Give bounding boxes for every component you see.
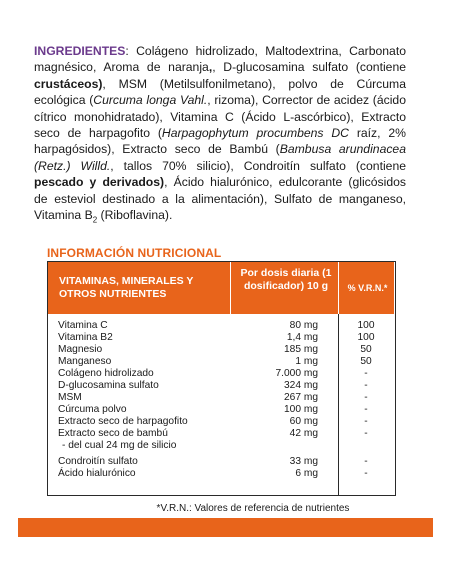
nutrient-name: Ácido hialurónico <box>58 468 136 479</box>
header-divider <box>338 262 339 314</box>
subscript-2: 2 <box>92 215 98 225</box>
header-divider <box>230 262 231 314</box>
table-row <box>48 416 394 428</box>
nutrient-name: - del cual 24 mg de silicio <box>62 440 177 451</box>
nutrient-amount: 60 mg <box>289 416 318 427</box>
nutrient-name: D-glucosamina sulfato <box>58 380 159 391</box>
nutrient-name: Vitamina C <box>58 320 108 331</box>
nutrient-amount: 80 mg <box>289 320 318 331</box>
table-row <box>48 344 394 356</box>
table-body <box>48 320 394 480</box>
header-per-dose: Por dosis diaria (1 dosificador) 10 g <box>240 267 332 292</box>
nutrient-amount: 1,4 mg <box>286 332 318 343</box>
nutrient-amount: 324 mg <box>284 380 318 391</box>
nutrient-vrn: 50 <box>360 356 372 367</box>
nutrient-vrn: - <box>364 428 368 439</box>
nutrient-amount: 7.000 mg <box>275 368 318 379</box>
nutrient-name: Extracto seco de bambú <box>58 428 168 439</box>
table-row <box>48 332 394 344</box>
ingredients-text: , D-glucosamina sulfato (contiene <box>212 60 406 75</box>
table-row <box>48 468 394 480</box>
allergen-crustaceos: crustáceos) <box>34 76 103 91</box>
ingredients-text: , MSM (Metilsulfonilmetano), polvo de Cúrcuma ecológica ( <box>34 76 406 108</box>
table-row <box>48 440 394 452</box>
ingredients-text: , Ácido hialurónico, edulcorante (glicósidos de esteviol destinado a la alimentación), Sulfato de manganeso, Vitamina B <box>34 175 407 223</box>
latin-name-curcuma: Curcuma longa Vahl. <box>93 93 208 108</box>
ingredients-text: (Riboflavina). <box>97 208 173 223</box>
nutrient-amount: 185 mg <box>284 344 318 355</box>
nutrition-title: INFORMACIÓN NUTRICIONAL <box>47 246 222 260</box>
nutrient-vrn: - <box>364 456 368 467</box>
table-row <box>48 356 394 368</box>
header-nutrients: VITAMINAS, MINERALES Y OTROS NUTRIENTES <box>59 275 194 300</box>
table-header <box>48 262 394 314</box>
nutrient-name: MSM <box>58 392 82 403</box>
nutrient-name: Condroitín sulfato <box>58 456 138 467</box>
ingredients-text: , rizoma), Corrector de acidez (ácido cítrico monohidratado), Vitamina C (Ácido L-ascórbico), Extracto seco de harpagofito ( <box>34 93 406 141</box>
ingredients-text: , tallos 70% silicio), Condroitín sulfato (contiene <box>110 158 406 173</box>
table-row <box>48 368 394 380</box>
nutrient-vrn: 100 <box>357 320 375 331</box>
bottom-band <box>18 518 433 537</box>
nutrient-amount: 1 mg <box>295 356 318 367</box>
ingredients-paragraph <box>34 43 406 229</box>
nutrient-name: Magnesio <box>58 344 103 355</box>
ingredients-heading: INGREDIENTES <box>34 44 126 58</box>
nutrition-table <box>47 261 396 496</box>
nutrient-name: Manganeso <box>58 356 112 367</box>
ingredients-text: raíz, 2% harpagósidos), Extracto seco de Bambú ( <box>34 126 406 157</box>
nutrient-amount: 6 mg <box>295 468 318 479</box>
table-row <box>48 428 394 440</box>
nutrient-vrn: - <box>364 416 368 427</box>
table-row <box>48 380 394 392</box>
nutrient-vrn: 100 <box>357 332 375 343</box>
nutrient-name: Colágeno hidrolizado <box>58 368 154 379</box>
nutrient-amount: 42 mg <box>289 428 318 439</box>
ingredients-comma-bold: , <box>208 60 213 75</box>
nutrient-vrn: - <box>364 468 368 479</box>
nutrient-vrn: - <box>364 368 368 379</box>
ingredients-text: : Colágeno hidrolizado, Maltodextrina, Carbonato magnésico, Aroma de naranja <box>34 44 406 75</box>
vrn-footnote: *V.R.N.: Valores de referencia de nutrientes <box>156 503 350 514</box>
nutrient-amount: 267 mg <box>284 392 318 403</box>
latin-name-bambusa: Bambusa arundinacea (Retz.) Willd. <box>34 142 406 173</box>
table-row <box>48 392 394 404</box>
nutrient-vrn: - <box>364 392 368 403</box>
table-row <box>48 320 394 332</box>
nutrient-name: Vitamina B2 <box>58 332 113 343</box>
table-row <box>48 404 394 416</box>
nutrient-name: Extracto seco de harpagofito <box>58 416 188 427</box>
nutrient-vrn: - <box>364 380 368 391</box>
nutrient-amount: 100 mg <box>284 404 318 415</box>
nutrient-vrn: 50 <box>360 344 372 355</box>
latin-name-harpagophytum: Harpagophytum procumbens DC <box>161 126 349 141</box>
table-row <box>48 456 394 468</box>
nutrient-amount: 33 mg <box>289 456 318 467</box>
allergen-pescado: pescado y derivados) <box>34 175 165 190</box>
nutrient-name: Cúrcuma polvo <box>58 404 127 415</box>
header-vrn: % V.R.N.* <box>347 283 388 293</box>
nutrient-vrn: - <box>364 404 368 415</box>
